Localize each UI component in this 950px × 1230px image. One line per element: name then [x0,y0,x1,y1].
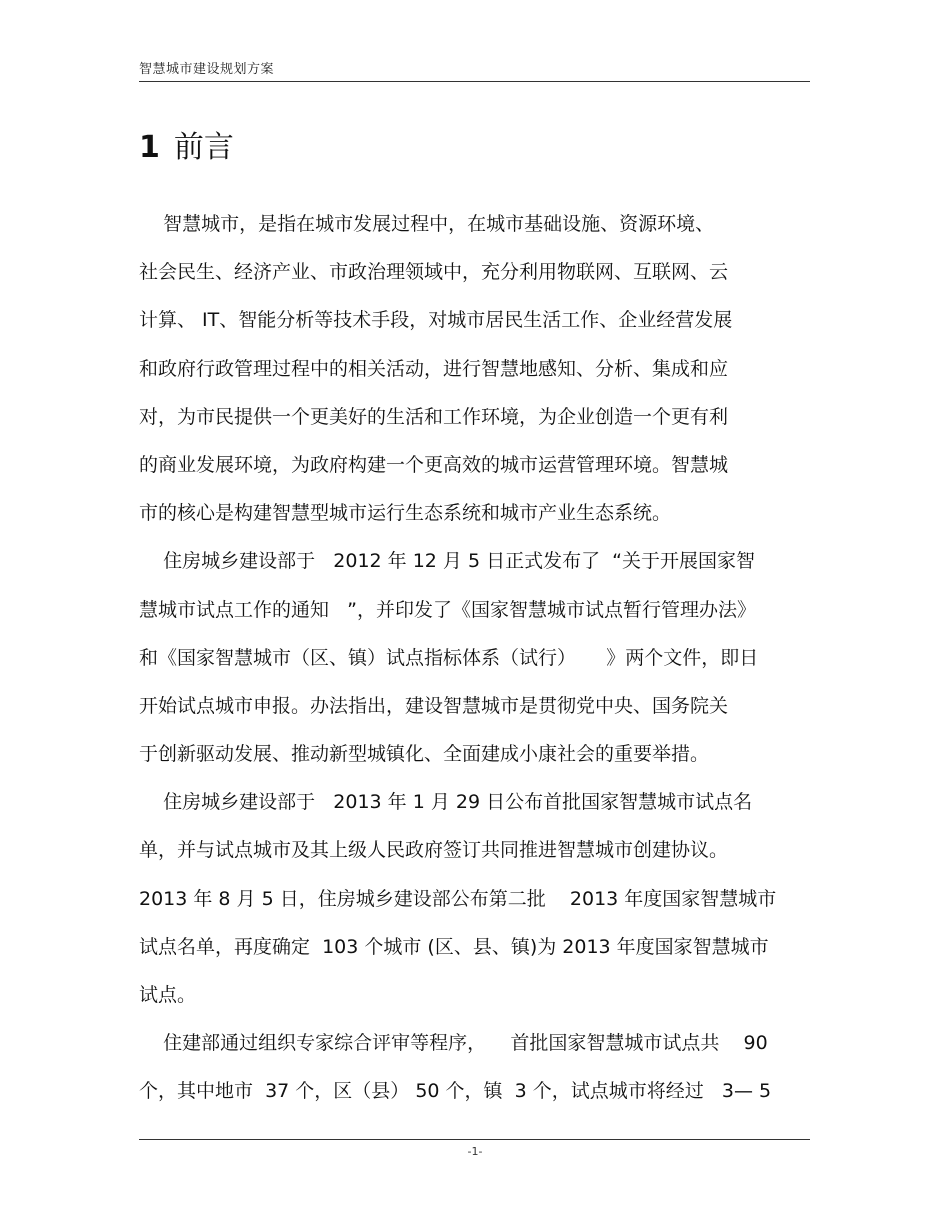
text-line: 试点。 [139,984,197,1006]
header-divider [139,81,810,82]
running-header: 智慧城市建设规划方案 [139,62,275,77]
section-number: 1 [139,130,160,165]
text-line: 住建部通过组织专家综合评审等程序， 首批国家智慧城市试点共 90 [139,1032,768,1055]
text-line: 个，其中地市 37 个，区（县） 50 个，镇 3 个，试点城市将经过 3— 5 [139,1080,772,1103]
page-number: -1- [467,1145,483,1158]
text-line: 智慧城市，是指在城市发展过程中，在城市基础设施、资源环境、 [139,213,715,235]
text-line: 2013 年 8 月 5 日，住房城乡建设部公布第二批 2013 年度国家智慧城市 [139,887,777,910]
text-line: 的商业发展环境，为政府构建一个更高效的城市运营管理环境。智慧城 [139,453,729,476]
text-line: 和《国家智慧城市（区、镇）试点指标体系（试行） 》两个文件，即日 [139,646,759,669]
text-line: 市的核心是构建智慧型城市运行生态系统和城市产业生态系统。 [139,502,672,525]
body-text [139,200,819,1116]
footer-divider [139,1139,810,1140]
text-line: 计算、 IT、智能分析等技术手段，对城市居民生活工作、企业经营发展 [139,309,733,332]
text-line: 和政府行政管理过程中的相关活动，进行智慧地感知、分析、集成和应 [139,357,729,380]
text-line: 住房城乡建设部于 2012 年 12 月 5 日正式发布了 “关于开展国家智 [139,550,756,573]
text-line: 住房城乡建设部于 2013 年 1 月 29 日公布首批国家智慧城市试点名 [139,791,753,814]
text-line: 慧城市试点工作的通知 ”，并印发了《国家智慧城市试点暂行管理办法》 [139,598,756,621]
text-line: 单，并与试点城市及其上级人民政府签订共同推进智慧城市创建协议。 [139,839,729,862]
section-heading [139,128,234,168]
text-line: 开始试点城市申报。办法指出，建设智慧城市是贯彻党中央、国务院关 [139,694,729,717]
text-line: 于创新驱动发展、推动新型城镇化、全面建成小康社会的重要举措。 [139,743,710,766]
text-line: 社会民生、经济产业、市政治理领域中，充分利用物联网、互联网、云 [139,261,729,284]
text-line: 试点名单，再度确定 103 个城市 (区、县、镇)为 2013 年度国家智慧城市 [139,935,769,958]
text-line: 对，为市民提供一个更美好的生活和工作环境，为企业创造一个更有利 [139,405,729,428]
section-title: 前言 [173,130,234,165]
